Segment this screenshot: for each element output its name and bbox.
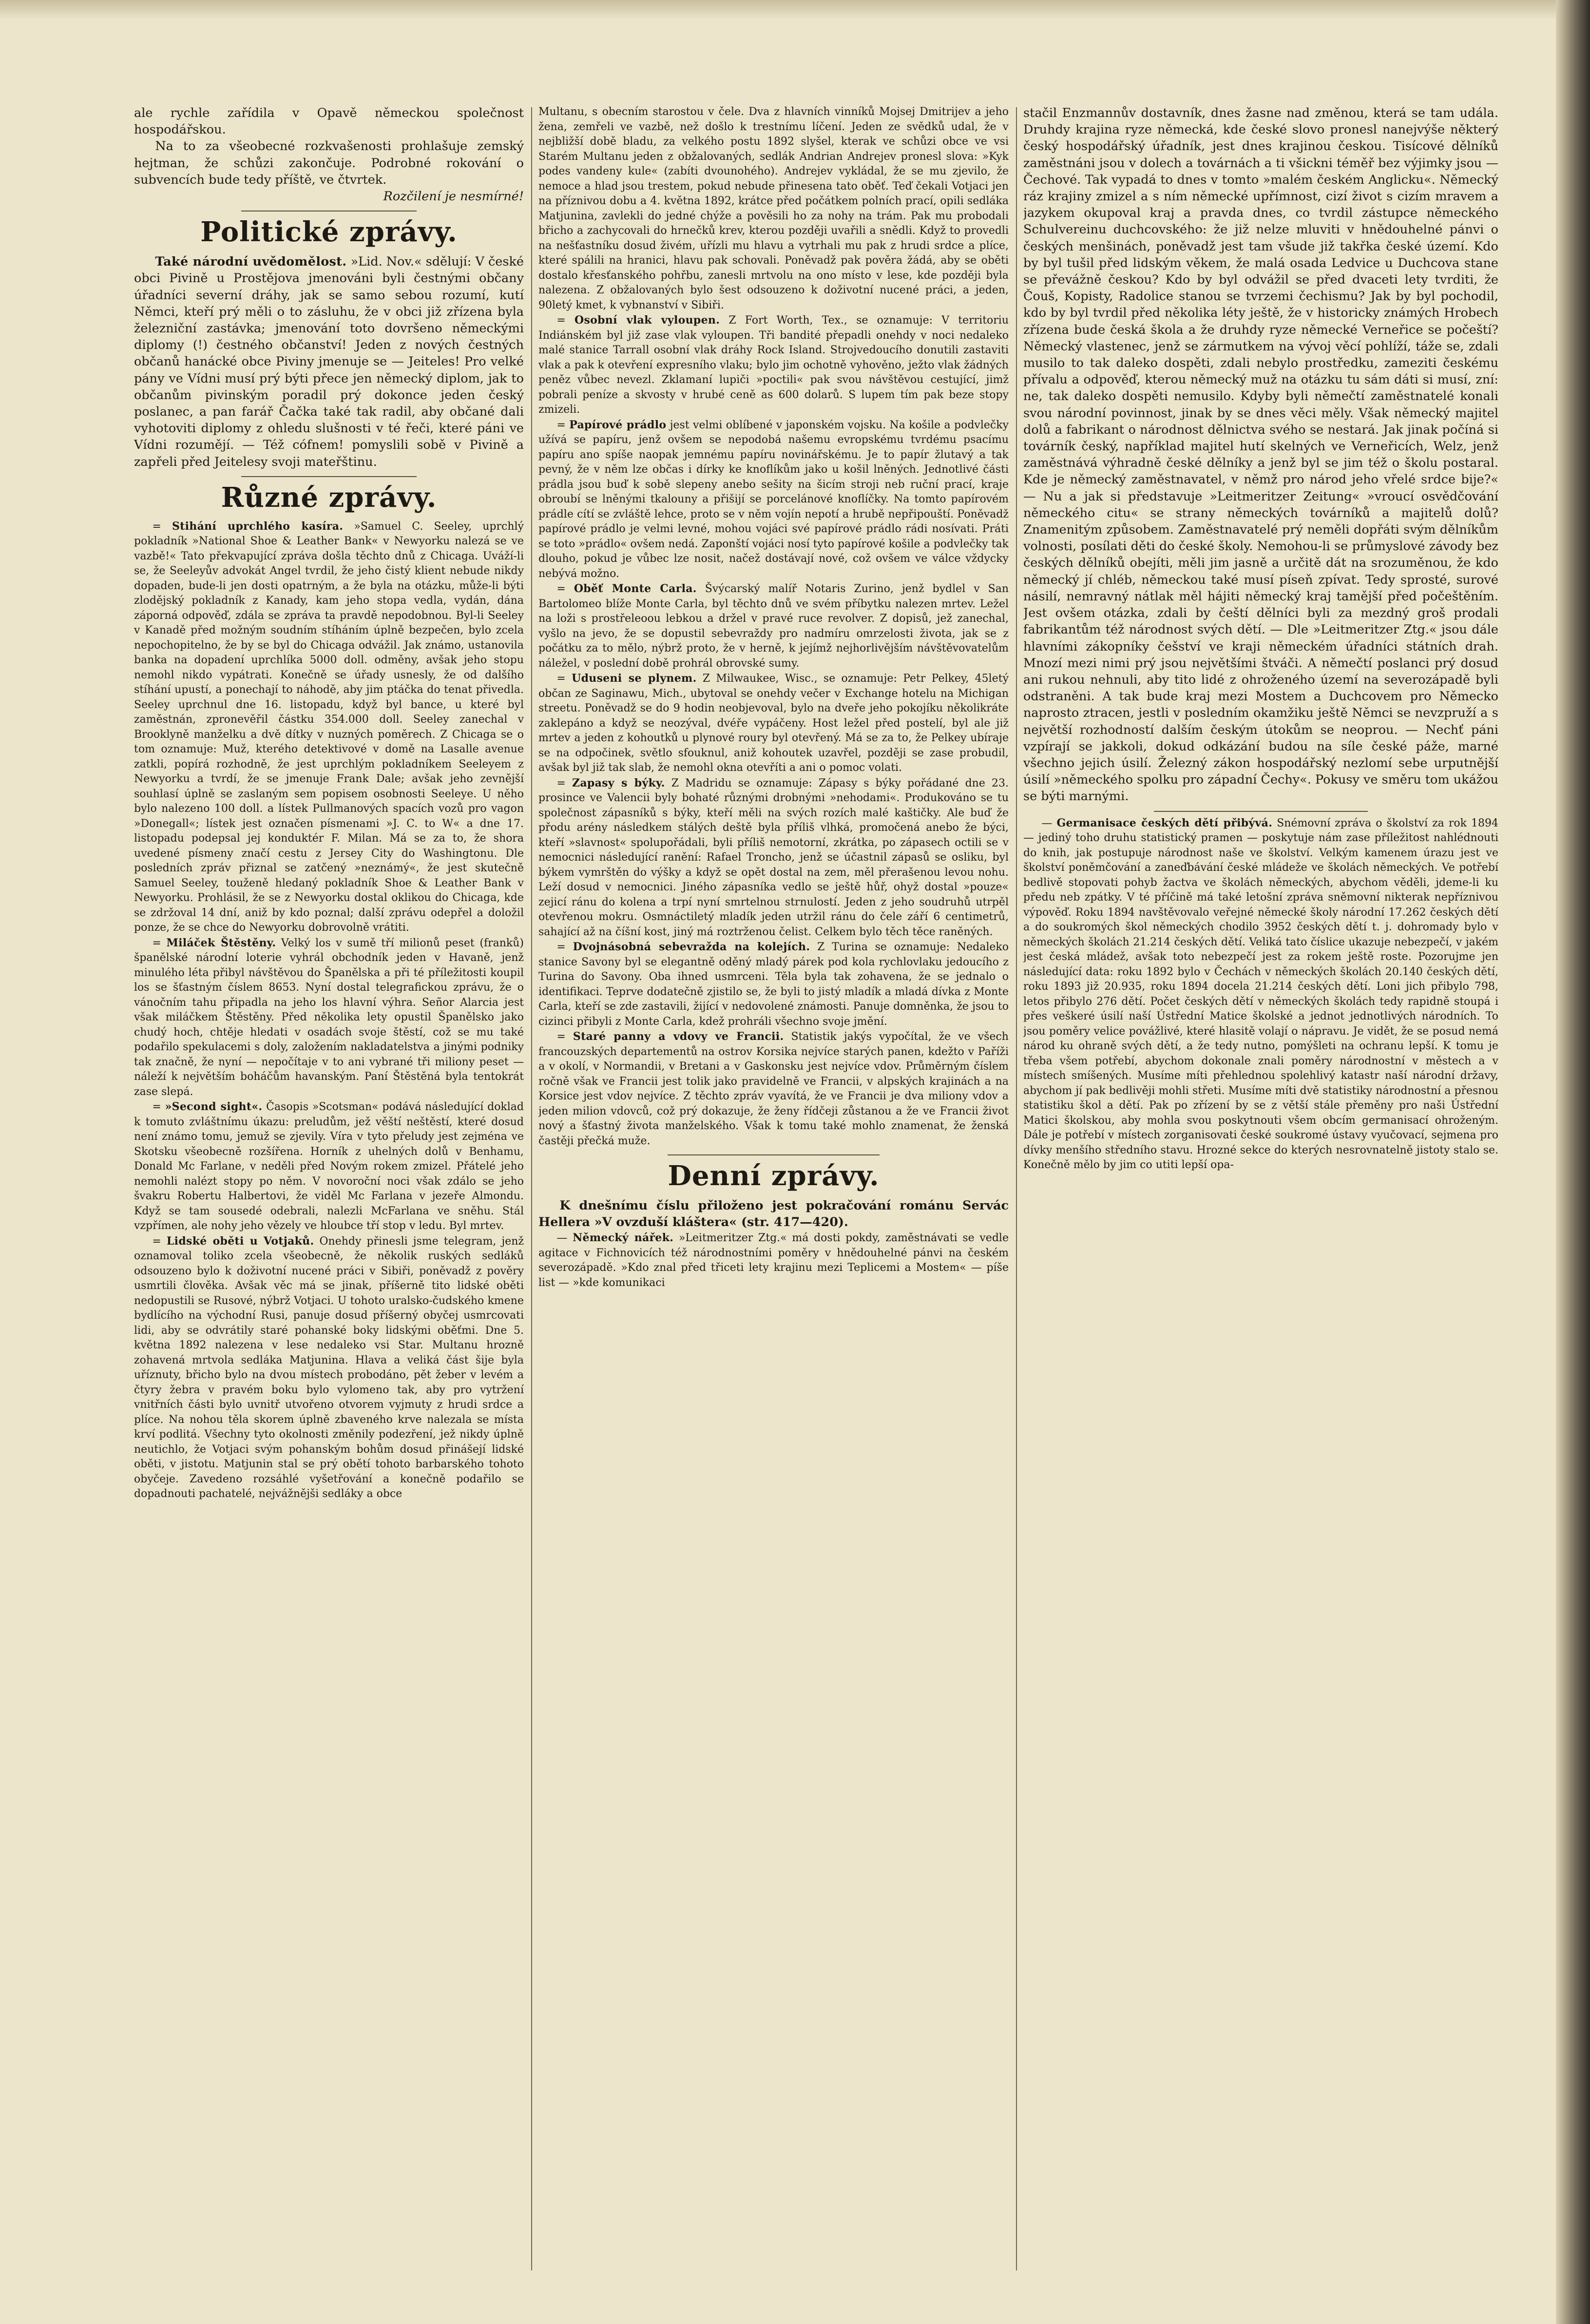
article: = Papírové prádlo jest velmi oblíbené v japonském vojsku. Na košile a podvlečky užívá se papíru, jenž ovšem se nepodobá našemu evropskému tvrdému psacímu papíru ano spíše naopak jemnému papíru novinářskému. Je to papír žlutavý a tak pevný, že v něm lze občas i dírky ke knoflíkům jako u košil lněných. Jednotlivé části prádla jsou buď k sobě slepeny anebo sešity na šicím stroji neb ruční prací, kraje obroubí se lněnými tkalouny a přišijí se porcelánové knoflíčky. Na tomto papírovém prádle cítí se zvláště lehce, proto se v něm vojín nepotí a hrubě nepřipouští. Poněvadž papírové prádlo je velmi levné, mohou vojáci své papírové prádlo rádi nosívati. Práti se toto »prádlo« ovšem nedá. Zaponští vojáci nosí tyto papírové košile a podvlečky tak dlouho, pokud je vůbec lze nosit, načež dostávají nové, což ovšem ve válce vždycky nebývá možno. [538, 418, 1009, 580]
section-heading-politicke: Politické zprávy. [200, 216, 458, 249]
article-title: Staré panny a vdovy ve Francii. [573, 1030, 784, 1043]
article: = Uduseni se plynem. Z Milwaukee, Wisc., se oznamuje: Petr Pelkey, 45letý občan ze Saginawu, Mich., ubytoval se onehdy večer v Exchange hotelu na Michigan streetu. Poněvadž se do 9 hodin neobjevoval, bylo na dveře jeho pokojíku několikráte zaklepáno a když se neozýval, dvéře vypáčeny. Host ležel před postelí, byl ale již mrtev a jeden z kohoutků u plynové roury byl otevřený. Má se za to, že Pelkey ubíraje se na odpočinek, světlo sfouknul, aniž kohoutek uzavřel, později se zase probudil, avšak byl již tak slab, že nemohl okna otevříti a ani o pomoc volati. [538, 672, 1009, 774]
section-heading-ruzne: Různé zprávy. [221, 481, 437, 514]
article: = Osobní vlak vyloupen. Z Fort Worth, Tex., se oznamuje: V territoriu Indiánském byl již zase vlak vyloupen. Tři bandité přepadli onehdy v noci nedaleko malé stanice Tarrall osobní vlak dráhy Rock Island. Strojvedoucího donutili zastaviti vlak a pak k otevření expresního vlaku; bylo jim ochotně vyhověno, ježto vlak žádných peněz vůbec nevezl. Zklamaní lupiči »poctili« pak svou návštěvou cestující, jimž pobrali peníze a skvosty v hrubé ceně as 600 dolarů. S lupem tím pak beze stopy zmizeli. [538, 314, 1009, 416]
article-title: Germanisace českých dětí přibývá. [1056, 816, 1273, 829]
article-body: Onehdy přinesli jsme telegram, jenž oznamoval tolikо zcela všeobecně, že několik ruských sedláků odsouzeno bylo k doživotní nucené práci v Sibiři, poněvadž z pověry usmrtili člověka. Avšak věc má se jinak, příšerně tito lidské oběti nedopustili se Rusové, nýbrž Votjaci. U tohoto uralsko-čudského kmene bydlícího na východní Rusi, panuje dosud příšerný obyčej usmrcovati lidi, aby se odvrátily staré pohanské boky lidskými oběťmi. Dne 5. května 1892 nalezena v lese nedaleko vsi Star. Multanu hrozně zohavená mrtvola sedláka Matjunina. Hlava a veliká část šije byla uříznuty, břicho bylo na dvou místech probodáno, pět žeber v levém a čtyry žebra v pravém boku bylo vylomeno tak, aby pro vytržení vnitřních části bylo uvnitř utvořeno otvorem vyjmuty z hrudi srdce a plíce. Na nohou těla skorem úplně zbaveného krve nalezala se místa krví podlitá. Všechny tyto okolnosti změnily podezření, jež nikdy úplně neutichlo, že Votjaci svým pohanským bohům dosud přinášejí lidské oběti, v jistotu. Matjunin stal se prý obětí tohoto barbarského tohoto obyčeje. Zavedeno rozsáhlé vyšetřování a konečně podařilo se dopadnouti pachatelé, nejvážnějši sedláky a obce [134, 1235, 524, 1500]
article-title: Oběť Monte Carla. [574, 582, 697, 595]
article-title: Osobní vlak vyloupen. [574, 314, 720, 327]
article-title: Také národní uvědomělost. [155, 254, 347, 269]
paragraph: Na to za všeobecné rozkvašenosti prohlašuje zemský hejtman, že schůzi zakončuje. Podrobné rokování o subvencích bude tedy příště, ve čtvrtek. [134, 139, 524, 187]
article-title: »Second sight«. [165, 1100, 263, 1114]
column-right [1023, 105, 1498, 2266]
separator [241, 476, 417, 477]
article: = Stihání uprchlého kasíra. »Samuel C. Seeley, uprchlý pokladník »National Shoe & Leather Bank« v Newyorku nalezá se ve vazbě!« Tato překvapující zpráva došla těchto dnů z Chicaga. Uváží-li se, že Seeleyův advokát Angel tvrdil, že jeho čistý klient nebude nikdy dopaden, bude-li jen dosti opatrným, a že byla na otázku, může-li býti zlodějský pokladník z Kanady, kam jeho stopa vedla, vydán, dána záporná odpověď, zdála se zpráva ta pravdě nepodobnou. Byl-li Seeley v Kanadě před možným soudním stíháním úplně bezpečen, bylo zcela nepochopitelno, že by se byl do Chicaga odvážil. Jak známo, ustanovila banka na dopadení uprchlíka 5000 doll. odměny, avšak jeho stopu nemohl nikdo vypátrati. Konečně se úřady usnesly, že od dalšího stíhání upustí, a ponechají to náhodě, aby jim ptáčka do tenat přivedla. Seeley uprchnul dne 16. listopadu, když byl bance, u které byl zaměstnán, zpronevěřil částku 354.000 doll. Seeley zanechal v Brooklyně manželku a dvě dítky v nuzných poměrech. Z Chicaga se o tom oznamuje: Muž, kterého detektivové v domě na Lasalle avenue zatkli, popírá rozhodně, že jest uprchlým pokladníkem Seeleyem z Newyorku a tvrdí, že se jmenuje Frank Dale; avšak jeho zevnější souhlasí úplně se zaslaným sem popisem osobnosti Seeleye. U něho bylo nalezeno 100 doll. a lístek Pullmanových spacích vozů pro vagon »Donegall«; lístek jest označen písmenami »J. C. to W« a dne 17. listopadu podepsal jej konduktér F. Milan. Má se za to, že shora uvedené písmeny značí cestu z Jersey City do Washingtonu. Dle posledních zpráv přiznal se zatčený »neznámý«, že jest skutečně Samuel Seeley, touženě hledaný pokladník Shoe & Leather Bank v Newyorku. Prohlásil, že se z Newyorku dostal oklikou do Chicaga, kde se zdržoval 14 dní, aniž by kdo poznal; další zprávu odepřel a doložil ponze, že se chce do Newyorku dobrovolně vrátiti. [134, 519, 524, 934]
column-rule-left [531, 107, 532, 2270]
article-title: Uduseni se plynem. [572, 672, 697, 685]
article: = Staré panny a vdovy ve Francii. Statistik jakýs vypočítal, že ve všech francouzských departementů na ostrov Korsika nejvíce starých panen, kdežto v Paříži a v okolí, v Normandii, v Bretani a v Gaskonsku jest nejvíce vdov. Průměrným číslem ročně však ve Francii jest tolik jako pravidelně ve Francii, v alpských krajinách a na Korsice jest vdov nejvíce. Z těchto zpráv vyavítá, že ve Francii je dva miliony vdov a jeden milion vdovců, což prý dokazuje, že ženy řídčeji zůstanou a že ve Francii život nový a šťastný života manželského. Však k tomu také mohlo znamenat, že ženská častěji přečká muže. [538, 1030, 1009, 1147]
article-title: Německý nářek. [573, 1231, 674, 1244]
section-heading-denni: Denní zprávy. [668, 1160, 880, 1192]
article-body: Z Fort Worth, Tex., se oznamuje: V territoriu Indiánském byl již zase vlak vyloupen. Tři bandité přepadli onehdy v noci nedaleko malé stanice Tarrall osobní vlak dráhy Rock Island. Strojvedoucího donutili zastaviti vlak a pak k otevření expresního vlaku; bylo jim ochotně vyhověno, ježto vlak žádných peněz vůbec nevezl. Zklamaní lupiči »poctili« pak svou návštěvou cestující, jimž pobrali peníze a skvosty v hrubé ceně as 600 dolarů. S lupem tím pak beze stopy zmizeli. [538, 314, 1009, 416]
article-body: »Lid. Nov.« sdělují: V české obci Pivině u Prostějova jmenováni byli čestnými občany úřadníci severní dráhy, jak se samo sebou rozumí, kutí Němci, kteří prý měli o to zásluhu, že v obci již zřízena byla železniční zastávka; jmenování toto dovršeno německými diplomy (!) čestného občanství! Jeden z nových čestných občanů hanácké obce Piviny jmenuje se — Jeiteles! Pro velké pány ve Vídni musí prý býti přece jen německý diplom, jak to občanům pivinským poradil prý dokonce jeden český poslanec, a pan farář Čačka také tak radil, aby občané dali vyhotoviti diplomy z ohledu slušnosti v té řeči, které páni ve Vídni rozumějí. — Též cófnem! pomyslili sobě v Pivině a zapřeli před Jeitelesy svoji mateřštinu. [134, 254, 524, 469]
article [134, 253, 524, 470]
article: = Zapasy s býky. Z Madridu se oznamuje: Zápasy s býky pořádané dne 23. prosince ve Valencii byly bohaté různými drobnými »nehodami«. Produkováno se tu společnost zápasníků s býky, kteří měli na svých rozích malé kaštičky. Ale buď že přodu arény následkem stálých deště byla příliš vlhká, promočená anebo že býci, kteří »slavnost« spolupořádali, byli příliš nemotorní, zkrátka, po zápasech octili se v nemocnici následující ranění: Rafael Troncho, jenž se účastnil zápasů se osliku, byl býkem vymrštěn do výšky a když se opět dostal na zem, měl přerašenou levou nohu. Leží dosud v nemocnici. Jiného zápasníka vedlo se ještě hůř, ohyž dostal »pouze« zejicí ránu do kolena a trpí nyní smrtelnou strnulostí. Jeden z jeho soudruhů utrpěl otevřenou mokru. Osmnáctiletý mladík jeden utržil ránu do čele září 6 centimetrů, sahající až na číšní kost, jiný má roztrženou čelist. Celkem bylo těch těce raněných. [538, 776, 1009, 938]
article: = Miláček Štěstěny. Velký los v sumě tří milionů peset (franků) španělské národní loterie vyhrál obchodník jeden v Havaně, jenž minulého léta přibyl návštěvou do Španělska a při té příležitosti koupil los se šťastným číslem 8653. Nyní dostal telegrafickou zprávu, že o vánočním tahu připadla na jeho los hlavní výhra. Señor Alarcia jest však miláčkem Štěstěny. Před několika lety opustil Španělsko jako chudý hoch, chtěje hledati v osadách svoje štěstí, což se mu také podařilo spekulacemi s doly, založením nakladatelstva a jinými podniky tak značně, že nyní — nepočítaje v to ani vybrané tři miliony peset — náleží k největším boháčům havanským. Paní Štěstěná byla tentokrát zase slepá. [134, 936, 524, 1098]
article-title: Papírové prádlo [569, 418, 667, 431]
article-body: »Samuel C. Seeley, uprchlý pokladník »National Shoe & Leather Bank« v Newyorku nalezá se ve vazbě!« Tato překvapující zpráva došla těchto dnů z Chicaga. Uváží-li se, že Seeleyův advokát Angel tvrdil, že jeho čistý klient nebude nikdy dopaden, bude-li jen dosti opatrným, a že byla na otázku, může-li býti zlodějský pokladník z Kanady, kam jeho stopa vedla, vydán, dána záporná odpověď, zdála se zpráva ta pravdě nepodobnou. Byl-li Seeley v Kanadě před možným soudním stíháním úplně bezpečen, bylo zcela nepochopitelno, že by se byl do Chicaga odvážil. Jak známo, ustanovila banka na dopadení uprchlíka 5000 doll. odměny, avšak jeho stopu nemohl nikdo vypátrati. Konečně se úřady usnesly, že od dalšího stíhání upustí, a ponechají to náhodě, aby jim ptáčka do tenat přivedla. Seeley uprchnul dne 16. listopadu, když byl bance, u které byl zaměstnán, zpronevěřil částku 354.000 doll. Seeley zanechal v Brooklyně manželku a dvě dítky v nuzných poměrech. Z Chicaga se o tom oznamuje: Muž, kterého detektivové v domě na Lasalle avenue zatkli, popírá rozhodně, že jest uprchlým pokladníkem Seeleyem z Newyorku a tvrdí, že se jmenuje Frank Dale; avšak jeho zevnější souhlasí úplně se zaslaným sem popisem osobnosti Seeleye. U něho bylo nalezeno 100 doll. a lístek Pullmanových spacích vozů pro vagon »Donegall«; lístek jest označen písmenami »J. C. to W« a dne 17. listopadu podepsal jej konduktér F. Milan. Má se za to, že shora uvedené písmeny značí cestu z Jersey City do Washingtonu. Dle posledních zpráv přiznal se zatčený »neznámý«, že jest skutečně Samuel Seeley, touženě hledaný pokladník Shoe & Leather Bank v Newyorku. Prohlásil, že se z Newyorku dostal oklikou do Chicaga, kde se zdržoval 14 dní, aniž by kdo poznal; další zprávu odepřel a doložil ponze, že se chce do Newyorku dobrovolně vrátiti. [134, 520, 524, 934]
article: — Germanisace českých dětí přibývá. Snémovní zpráva o školství za rok 1894 — jediný toho druhu statistický pramen — poskytuje nám zase příležitost nahlédnouti do knih, jak postupuje národnost naše ve školství. Velkým kamenem úrazu jest ve školství poněmčování a zaneďbávání české mládeže ve školách německých. Ve potřebí bedlivě stopovati pohyb žactva ve školách německých, abychom věděli, jdeme-li ku předu neb zpátky. V té příčině má také letošní zpráva sněmovní nikterak nepříznivou výpověď. Roku 1894 navštěvovalo veřejné německé školy národní 17.262 českých dětí a do soukromých škol německých chodilo 3952 českých dětí t. j. dohromady bylo v německých školách 21.214 českých dětí. Veliká tato číslice ukazuje nebezpečí, v jakém jest česká mládež, avšak toto nebezpečí jest za rokem ještě roste. Pozorujme jen následující data: roku 1892 bylo v Čechách v německých školách 20.140 českých dětí, roku 1893 již 20.935, roku 1894 docela 21.214 českých dětí. Loni jich přibylo 798, letos přibylo 276 dětí. Počet českých dětí v německých školách tedy rapidně stoupá i přes veškeré úsilí naší Ústřední Matice školské a jednot jednotlivých národních. To jsou poměry velice povážlivé, které hlasitě volají o nápravu. Je vidět, že se posud nemá národ ku ohraně svých dětí, a že tedy nutno, pomýšleti na ochranu lepší. K tomu je třeba všem potřebí, abychom dokonale znali poměry národnostní v městech a v místech smíšených. Musíme míti přehlednou spolehlivý katastr naší národní državy, abychom jí pak bedlivěji mohli střeti. Musíme míti dvě statistiky národnostní a přesnou statistiku škol a dětí. Pak po zřízení by se z větší stále přeměny pro naši Ústřední Matici školskou, aby mohla svou poskytnouti všem obcím germanisací ohroženým. Dále je potřebí v místech zorganisovati české soukromé ústavy vyučovací, sejmena pro dívky menšího středního stavu. Hrozné sekce do kterých nesrovnatelně jistoty stalo se. Konečně mělo by jim co utiti lepší opa- [1023, 816, 1498, 1172]
article-body: »Leitmeritzer Ztg.« má dosti pokdy, zaměstnávati se vedle agitace v Fichnovicích též národnostními poměry v hnědouhelné pánvi na českém severozápadě. »Kdo znal před třiceti lety krajinu mezi Teplicemi a Mostem« — píše list — »kde komunikaci [538, 1232, 1009, 1289]
article: = Oběť Monte Carla. Švýcarský malíř Notaris Zurino, jenž bydlel v San Bartolomeo blíže Monte Carla, byl těchto dnů ve svém příbytku nalezen mrtev. Ležel na loži s prostřeleoou lebkou a držel v pravé ruce revolver. Z dopisů, jež zanechal, vyšlo na jevo, že se dopustil sebevraždy pro nadmíru omrzelosti života, jak se z počátku za to mělo, nýbrž proto, že v herně, k jejímž nejhorlivějším návštěvovatelům náležel, v poslední době prohrál obrovské sumy. [538, 582, 1009, 670]
notice-supplement: K dnešnímu číslu přiloženo jest pokračování románu Servác Hellera »V ovzduší kláštera« (str. 417—420). [538, 1198, 1009, 1229]
article-title: Lidské oběti u Votjaků. [166, 1234, 314, 1248]
separator [668, 1154, 879, 1155]
article-body: stačil Enzmannův dostavník, dnes žasne nad změnou, která se tam udála. Druhdy krajina ryze německá, kde české slovo pronesl nanejvýše některý český hospodářský úřadník, jest dnes krajinou českou. Tisícové dělníků zaměstnáni jsou v dolech a továrnách a ti všickni téměř bez výjimky jsou — Čechové. Tak vypadá to dnes v tomto »malém českém Anglicku«. Německý ráz krajiny zmizel a s ním německé upřímnost, cizí život s cizím mravem a jazykem okupoval kraj a pravda dnes, co tvrdil zástupce německého Schulvereinu duchcovského: že již nelze mluviti v hnědouhelné pánvi o českých menšinách, poněvadž jest tam všude již takřka české území. Kdo by byl tušil před lidským věkem, že malá osada Ledvice u Duchcova stane se převážně českou? Kdo by byl odvážil se před dvaceti lety tvrditi, že Čouš, Kopisty, Radolice stanou se tvrzemi čechismu? Jak by byl pochodil, kdo by byl tvrdil před několika léty ještě, že v historicky známých Hrobech zřízena bude česká škola a že druhdy ryze německé Verneřice se počeští? Německý vlastenec, jenž se zármutkem na vývoj věcí pohlíží, táže se, zdali musilo to tak daleko dospěti, zdali nebylo prostředku, zameziti českému přívalu a odpověď, kterou německý muž na otázku tu sám dáti si musí, zní: ne, tak daleko dospěti nemusilo. Kdyby byli němečtí zaměstnatelé konali svou národní povinnost, jinak by se dnes věci měly. Však německý majitel dolů a fabrikant o národnost dělnictva svého se nestará. Jak jinak počíná si továrník český, například majitel hutí skelných ve Verneřicích, Welz, jenž zaměstnává výhradně české dělníky a jenž byl se jim též o školu postaral. Kde je německý zaměstnavatel, v němž pro národ jeho vřelé srdce bije?« — Nu a jak si představuje »Leitmeritzer Zeitung« »vroucí osvědčování německého citu« se strany německých továrníků a majitelů dolů? Znamenitým způsobem. Zaměstnavatelé prý neměli dopřáti svým dělníkům volnosti, posílati děti do české školy. Nemohou-li se průmyslové závody bez českých dělníků obejíti, měli jim jasně a určitě dát na srozuměnou, že kdo německý jí chléb, německou také musí píseň zpívat. Tedy sprosté, surové násilí, nemravný nátlak měl hájiti německý kraj tamější před počeštěním. Jest ovšem otázka, zdali by čeští dělníci byli za mezdný groš prodali fabrikantům též národnost svých dětí. — Dle »Leitmeritzer Ztg.« jsou dále hlavními zákopníky češství ve kraji německém úřadníci státních drah. Mnozí mezi nimi prý jsou největšími štváči. A němečtí poslanci prý dosud ani rukou nehnuli, aby tito lidé z ohroženého území na severozápadě byli odstraněni. A tak bude kraj mezi Mostem a Duchcovem pro Německo naprosto ztracen, jestli v posledním okamžiku ještě Němci se nevzpruží a s největší rozhodností dalším českým útokům se neoprou. — Nechť páni vzpírají se jakkoli, dokud odkázání budou na síle české páže, marné všechno jejich úsilí. Železný zákon hospodářský nezlomí sebe urputnější úsilí »německého spolku pro západní Čechy«. Pokusy ve směru tom ukážou se býti marnými. [1023, 106, 1498, 804]
column-left [134, 105, 524, 2266]
article-body: Multanu, s obecním starostou v čele. Dva z hlavních vinníků Mojsej Dmitrijev a jeho žena, zemřeli ve vazbě, než došlo k trestnímu líčení. Jeden ze svědků udal, že v nejbližší době bladu, za velkého postu 1892 slyšel, kterak ve schůzi obce ve vsi Starém Multanu jeden z obžalovaných, sedlák Andrian Andrejev pronesl slova: »Kyk podes vandeny kule« (zabíti dvounohého). Andrejev vykládal, že se mu zjevilo, že nemoce a hlad jsou trestem, pokud nebude přinesena tato oběť. Teď čekali Votjaci jen na příznivou dobu a 4. května 1892, krátce před počátkem polních prací, opili sedláka Matjunina, zavlekli do jedné chýže a pověsili ho za nohy na trám. Pak mu probodali břicho a zachycovali do hrnečků krev, kterou později uvařili a snědli. Když to provedli na nešťastníku dosud živém, uřízli mu hlavu a vytrhali mu pak z hrudi srdce a plíce, které spálili na hranici, hlavu pak schovali. Poněvadž pak pověra žádá, aby se oběti dostalo křesťanského pohřbu, zanesli mrtvolu na ono místo v lese, kde později byla nalezena. Z obžalovaných bylo šest odsouzeno k doživotní nucené práci, a jeden, 90letý kmet, k vybnanství v Sibiři. [538, 106, 1009, 311]
separator [1154, 811, 1368, 812]
article-title: Stihání uprchlého kasíra. [172, 519, 344, 533]
paragraph: Rozčilení je nesmírné! [383, 189, 524, 204]
article-title: Zapasy s býky. [572, 776, 665, 789]
article-body: Statistik jakýs vypočítal, že ve všech francouzských departementů na ostrov Korsika nejvíce starých panen, kdežto v Paříži a v okolí, v Normandii, v Bretani a v Gaskonsku jest nejvíce vdov. Průměrným číslem ročně však ve Francii jest tolik jako pravidelně ve Francii, v alpských krajinách a na Korsice jest vdov nejvíce. Z těchto zpráv vyavítá, že ve Francii je dva miliony vdov a jeden milion vdovců, což prý dokazuje, že ženy řídčeji zůstanou a že ve Francii život nový a šťastný života manželského. Však k tomu také mohlo znamenat, že ženská častěji přečká muže. [538, 1031, 1009, 1147]
article: = »Second sight«. Časopis »Scotsman« podává následující doklad k tomuto zvláštnímu úkazu: preludům, jež věští neštěstí, které dosud není známo tomu, jemuž se zjevily. Víra v tyto přeludy jest zejména ve Skotsku všeobecně rozšířena. Horník z uhelných dolů v Benhamu, Donald Mc Farlane, v neděli před Novým rokem zmizel. Přátelé jeho nemohli nalézt stopy po něm. V novoroční noci však zdálo se jeho švakru Robertu Halbertovi, že viděl Mc Farlana v jezeře Almondu. Když se tam sousedé odebrali, nalezli McFarlana ve sněhu. Stál vzpřímen, ale nohy jeho vězely ve hloubce tří stop v ledu. Byl mrtev. [134, 1100, 524, 1232]
article-title: Miláček Štěstěny. [166, 936, 276, 949]
article-title: Dvojnásobná sebevražda na kolejích. [573, 941, 810, 953]
article-body: Z Turina se oznamuje: Nedaleko stanice Savony byl se elegantně oděný mladý párek pod kola rychlovlaku jedoucího z Turina do Savony. Oba ihned usmrceni. Těla byla tak zohavena, že se jednalo o identifikaci. Teprve dodatečně zjistilo se, že byli to jistý mladík a mladá dívka z Monte Carla, kteří se zde zastavili, žijící v nedovolené známosti. Panuje domněnka, že jsou to cizinci přibyli z Monte Carla, kdež prohráli všechno svoje jmění. [538, 941, 1009, 1028]
article-body: Z Madridu se oznamuje: Zápasy s býky pořádané dne 23. prosince ve Valencii byly bohaté různými drobnými »nehodami«. Produkováno se tu společnost zápasníků s býky, kteří měli na svých rozích malé kaštičky. Ale buď že přodu arény následkem stálých deště byla příliš vlhká, promočená anebo že býci, kteří »slavnost« spolupořádali, byli příliš nemotorní, zkrátka, po zápasech octili se v nemocnici následující ranění: Rafael Troncho, jenž se účastnil zápasů se osliku, byl býkem vymrštěn do výšky a když se opět dostal na zem, měl přerašenou levou nohu. Leží dosud v nemocnici. Jiného zápasníka vedlo se ještě hůř, ohyž dostal »pouze« zejicí ránu do kolena a trpí nyní smrtelnou strnulostí. Jeden z jeho soudruhů utrpěl otevřenou mokru. Osmnáctiletý mladík jeden utržil ránu do čele září 6 centimetrů, sahající až na číšní kost, jiný má roztrženou čelist. Celkem bylo těch těce raněných. [538, 777, 1009, 938]
article-body: Z Milwaukee, Wisc., se oznamuje: Petr Pelkey, 45letý občan ze Saginawu, Mich., ubytoval se onehdy večer v Exchange hotelu na Michigan streetu. Poněvadž se do 9 hodin neobjevoval, bylo na dveře jeho pokojíku několikráte zaklepáno a když se neozýval, dvéře vypáčeny. Host ležel před postelí, byl ale již mrtev a jeden z kohoutků u plynové roury byl otevřený. Má se za to, že Pelkey ubíraje se na odpočinek, světlo sfouknul, aniž kohoutek uzavřel, později se zase probudil, avšak byl již tak slab, že nemohl okna otevříti a ani o pomoc volati. [538, 672, 1009, 774]
article: — Německý nářek. »Leitmeritzer Ztg.« má dosti pokdy, zaměstnávati se vedle agitace v Fichnovicích též národnostními poměry v hnědouhelné pánvi na českém severozápadě. »Kdo znal před třiceti lety krajinu mezi Teplicemi a Mostem« — píše list — »kde komunikaci [538, 1231, 1009, 1289]
article: = Lidské oběti u Votjaků. Onehdy přinesli jsme telegram, jenž oznamoval tolikо zcela všeobecně, že několik ruských sedláků odsouzeno bylo k doživotní nucené práci v Sibiři, poněvadž z pověry usmrtili člověka. Avšak věc má se jinak, příšerně tito lidské oběti nedopustili se Rusové, nýbrž Votjaci. U tohoto uralsko-čudského kmene bydlícího na východní Rusi, panuje dosud příšerný obyčej usmrcovati lidi, aby se odvrátily staré pohanské boky lidskými oběťmi. Dne 5. května 1892 nalezena v lese nedaleko vsi Star. Multanu hrozně zohavená mrtvola sedláka Matjunina. Hlava a veliká část šije byla uříznuty, břicho bylo na dvou místech probodáno, pět žeber v levém a čtyry žebra v pravém boku bylo vylomeno tak, aby pro vytržení vnitřních části bylo uvnitř utvořeno otvorem vyjmuty z hrudi srdce a plíce. Na nohou těla skorem úplně zbaveného krve nalezala se místa krví podlitá. Všechny tyto okolnosti změnily podezření, jež nikdy úplně neutichlo, že Votjaci svým pohanským bohům dosud přinášejí lidské oběti, v jistotu. Matjunin stal se prý obětí tohoto barbarského tohoto obyčeje. Zavedeno rozsáhlé vyšetřování a konečně podařilo se dopadnouti pachatelé, nejvážnějši sedláky a obce [134, 1234, 524, 1500]
article-body: jest velmi oblíbené v japonském vojsku. Na košile a podvlečky užívá se papíru, jenž ovšem se nepodobá našemu evropskému tvrdému psacímu papíru ano spíše naopak jemnému papíru novinářskému. Je to papír žlutavý a tak pevný, že v něm lze občas i dírky ke knoflíkům jako u košil lněných. Jednotlivé části prádla jsou buď k sobě slepeny anebo sešity na šicím stroji neb ruční prací, kraje obroubí se lněnými tkalouny a přišijí se porcelánové knoflíčky. Na tomto papírovém prádle cítí se zvláště lehce, proto se v něm vojín nepotí a hrubě nepřipouští. Poněvadž papírové prádlo je velmi levné, mohou vojáci své papírové prádlo rádi nosívati. Práti se toto »prádlo« ovšem nedá. Zaponští vojáci nosí tyto papírové košile a podvlečky tak dlouho, pokud je vůbec lze nosit, načež dostávají nové, což ovšem ve válce vždycky nebývá možno. [538, 419, 1009, 580]
article-body: Snémovní zpráva o školství za rok 1894 — jediný toho druhu statistický pramen — poskytuje nám zase příležitost nahlédnouti do knih, jak postupuje národnost naše ve školství. Velkým kamenem úrazu jest ve školství poněmčování a zaneďbávání české mládeže ve školách německých. Ve potřebí bedlivě stopovati pohyb žactva ve školách německých, abychom věděli, jdeme-li ku předu neb zpátky. V té příčině má také letošní zpráva sněmovní nikterak nepříznivou výpověď. Roku 1894 navštěvovalo veřejné německé školy národní 17.262 českých dětí a do soukromých škol německých chodilo 3952 českých dětí t. j. dohromady bylo v německých školách 21.214 českých dětí. Veliká tato číslice ukazuje nebezpečí, v jakém jest česká mládež, avšak toto nebezpečí jest za rokem ještě roste. Pozorujme jen následující data: roku 1892 bylo v Čechách v německých školách 20.140 českých dětí, roku 1893 již 20.935, roku 1894 docela 21.214 českých dětí. Loni jich přibylo 798, letos přibylo 276 dětí. Počet českých dětí v německých školách tedy rapidně stoupá i přes veškeré úsilí naší Ústřední Matice školské a jednot jednotlivých národních. To jsou poměry velice povážlivé, které hlasitě volají o nápravu. Je vidět, že se posud nemá národ ku ohraně svých dětí, a že tedy nutno, pomýšleti na ochranu lepší. K tomu je třeba všem potřebí, abychom dokonale znali poměry národnostní v městech a v místech smíšených. Musíme míti přehlednou spolehlivý katastr naší národní državy, abychom jí pak bedlivěji mohli střeti. Musíme míti dvě statistiky národnostní a přesnou statistiku škol a dětí. Pak po zřízení by se z větší stále přeměny pro naši Ústřední Matici školskou, aby mohla svou poskytnouti všem obcím germanisací ohroženým. Dále je potřebí v místech zorganisovati české soukromé ústavy vyučovací, sejmena pro dívky menšího středního stavu. Hrozné sekce do kterých nesrovnatelně jistoty stalo se. Konečně mělo by jim co utiti lepší opa- [1023, 817, 1498, 1172]
paragraph: ale rychle zařídila v Opavě německou společnost hospodářskou. [134, 106, 524, 137]
article-body: Švýcarský malíř Notaris Zurino, jenž bydlel v San Bartolomeo blíže Monte Carla, byl těchto dnů ve svém příbytku nalezen mrtev. Ležel na loži s prostřeleoou lebkou a držel v pravé ruce revolver. Z dopisů, jež zanechal, vyšlo na jevo, že se dopustil sebevraždy pro nadmíru omrzelosti života, jak se z počátku za to mělo, nýbrž proto, že v herně, k jejímž nejhorlivějším návštěvovatelům náležel, v poslední době prohrál obrovské sumy. [538, 583, 1009, 670]
page-top-edge [0, 0, 1590, 19]
article-body: Velký los v sumě tří milionů peset (franků) španělské národní loterie vyhrál obchodník jeden v Havaně, jenž minulého léta přibyl návštěvou do Španělska a při té příležitosti koupil los se šťastným číslem 8653. Nyní dostal telegrafickou zprávu, že o vánočním tahu připadla na jeho los hlavní výhra. Señor Alarcia jest však miláčkem Štěstěny. Před několika lety opustil Španělsko jako chudý hoch, chtěje hledati v osadách svoje štěstí, což se mu také podařilo spekulacemi s doly, založením nakladatelstva a jinými podniky tak značně, že nyní — nepočítaje v to ani vybrané tři miliony peset — náleží k největším boháčům havanským. Paní Štěstěná byla tentokrát zase slepá. [134, 937, 524, 1098]
article-body: Časopis »Scotsman« podává následující doklad k tomuto zvláštnímu úkazu: preludům, jež věští neštěstí, které dosud není známo tomu, jemuž se zjevily. Víra v tyto přeludy jest zejména ve Skotsku všeobecně rozšířena. Horník z uhelných dolů v Benhamu, Donald Mc Farlane, v neděli před Novým rokem zmizel. Přátelé jeho nemohli nalézt stopy po něm. V novoroční noci však zdálo se jeho švakru Robertu Halbertovi, že viděl Mc Farlana v jezeře Almondu. Když se tam sousedé odebrali, nalezli McFarlana ve sněhu. Stál vzpřímen, ale nohy jeho vězely ve hloubce tří stop v ledu. Byl mrtev. [134, 1101, 524, 1232]
column-rule-right [1016, 107, 1017, 2270]
column-middle [538, 105, 1009, 2266]
article: = Dvojnásobná sebevražda na kolejích. Z Turina se oznamuje: Nedaleko stanice Savony byl se elegantně oděný mladý párek pod kola rychlovlaku jedoucího z Turina do Savony. Oba ihned usmrceni. Těla byla tak zohavena, že se jednalo o identifikaci. Teprve dodatečně zjistilo se, že byli to jistý mladík a mladá dívka z Monte Carla, kteří se zde zastavili, žijící v nedovolené známosti. Panuje domněnka, že jsou to cizinci přibyli z Monte Carla, kdež prohráli všechno svoje jmění. [538, 941, 1009, 1028]
page-binding-edge [1556, 0, 1590, 2324]
